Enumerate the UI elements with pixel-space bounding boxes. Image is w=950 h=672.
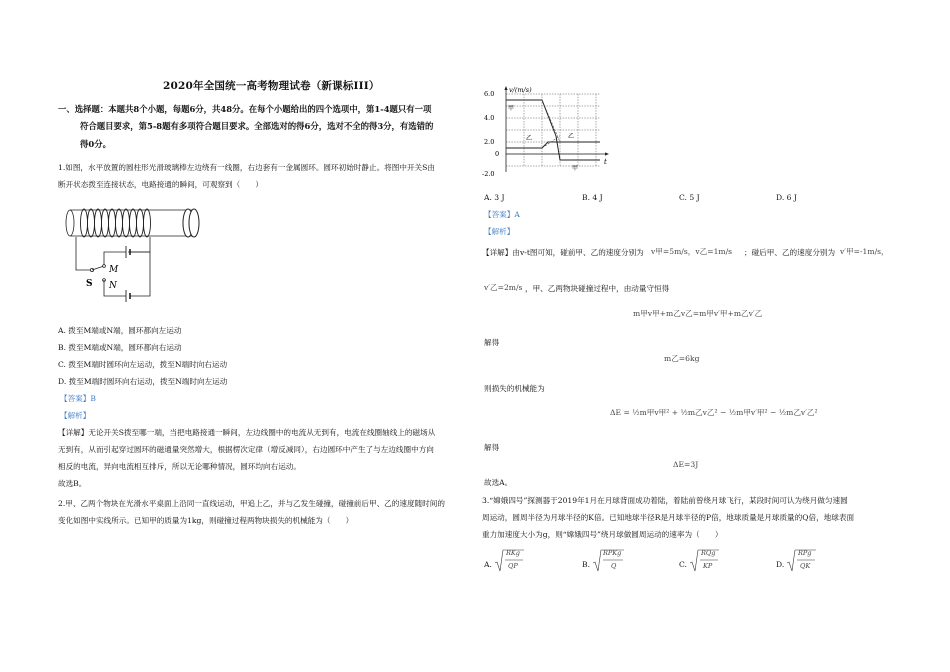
section-instructions-line3: 得0分。 (80, 139, 111, 149)
q2-analysis-heading: 【解析】 (484, 227, 515, 236)
q2-graph-ytick-4: 4.0 (484, 114, 495, 122)
q2-option-a: A. 3 J (484, 193, 505, 202)
q1-analysis-heading: 【解析】 (60, 411, 91, 420)
q3-option-c: C. RQg KP (679, 547, 769, 573)
q2-option-c: C. 5 J (679, 193, 700, 202)
q3-option-b: B. RPKg Q (582, 547, 672, 573)
q2-graph-ytick-0: 0 (495, 150, 500, 158)
q1-option-a: A. 拨至M端或N端，圆环都向左运动 (58, 326, 182, 335)
q2-stem-line1: 2.甲、乙两个物块在光滑水平桌面上沿同一直线运动，甲追上乙，并与乙发生碰撞，碰撞前后甲、乙的速度随时间的 (58, 499, 445, 508)
q2-detail-line1-eq2: v′甲=-1m/s， (840, 247, 889, 256)
q2-vt-graph (482, 84, 612, 176)
q3-stem-line1: 3.“嫦娥四号”探测器于2019年1月在月球背面成功着陆，着陆前曾绕月球飞行，某段时间可认为绕月做匀速圆 (482, 496, 848, 505)
q2-detail-line1-text: 【详解】由v-t图可知，碰前甲、乙的速度分别为 (482, 248, 644, 257)
section-instructions-line1: 一、选择题：本题共8个小题，每题6分，共48分。在每个小题给出的四个选项中，第1-4题只有一项 (58, 104, 432, 114)
q2-graph-ytick-2: 2.0 (484, 138, 495, 146)
q2-option-d: D. 6 J (776, 193, 797, 202)
q3-stem-line2: 周运动，圆周半径为月球半径的K倍。已知地球半径R是月球半径的P倍，地球质量是月球质量的Q倍，地球表面 (482, 513, 855, 522)
q2-detail-line2-text: ，甲、乙两物块碰撞过程中，由动量守恒得 (525, 284, 670, 293)
q1-answer: 【答案】B (60, 394, 96, 403)
q2-energy-intro: 则损失的机械能为 (484, 384, 545, 393)
q1-conclusion: 故选B。 (58, 479, 87, 488)
q1-option-b: B. 拨至M端或N端，圆环都向右运动 (58, 343, 182, 352)
q1-option-c: C. 拨至M端时圆环向左运动，拨至N端时向右运动 (58, 360, 228, 369)
q1-fig-label-s: S (86, 279, 93, 289)
q2-mass-result: m乙=6kg (664, 354, 700, 363)
q2-detail-line2-eq: v′乙=2m/s (484, 283, 523, 292)
q1-circuit-figure (60, 200, 210, 312)
q2-solve-label-2: 解得 (484, 443, 500, 452)
q2-option-b: B. 4 J (582, 193, 603, 202)
q1-detail-line2: 无到有，从而引起穿过圆环的磁通量突然增大，根据楞次定律（增反减同），右边圆环中产生了与左边线圈中方向 (58, 445, 434, 454)
q1-fig-label-m: M (109, 265, 119, 275)
q2-graph-label-yi-after: 乙 (568, 133, 575, 140)
q2-graph-ylabel: v/(m/s) (509, 86, 532, 94)
q2-solve-label-1: 解得 (484, 338, 500, 347)
q2-energy-result: ΔE=3J (673, 460, 699, 469)
q2-energy-equation: ΔE = ½m甲v甲² + ½m乙v乙² − ½m甲v′甲² − ½m乙v′乙² (610, 408, 818, 417)
page-title: 2020年全国统一高考物理试卷（新课标III） (163, 80, 380, 92)
q1-stem-line1: 1.如图，水平放置的圆柱形光滑玻璃棒左边绕有一线圈，右边套有一金属圆环。圆环初始时静止。将图中开关S由 (58, 163, 435, 172)
q3-option-a: A. RKg QP (484, 547, 574, 573)
q3-stem-line3: 重力加速度大小为g，则“嫦娥四号”绕月球做圆周运动的速率为（ ） (482, 530, 723, 539)
q1-detail-line3: 相反的电流，异向电流相互排斥，所以无论哪种情况，圆环均向右运动。 (58, 462, 301, 471)
q2-momentum-equation: m甲v甲+m乙v乙=m甲v′甲+m乙v′乙 (633, 309, 763, 318)
q1-fig-label-n: N (109, 281, 117, 291)
q2-detail-line1-eq1: v甲=5m/s，v乙=1m/s (651, 247, 733, 256)
q2-graph-label-jia-after: 甲 (572, 165, 579, 172)
q2-answer: 【答案】A (484, 210, 520, 219)
q1-detail-line1: 【详解】无论开关S拨至哪一端，当把电路接通一瞬间，左边线圈中的电流从无到有，电流在线圈轴线上的磁场从 (58, 428, 436, 437)
q2-graph-ytick-6: 6.0 (484, 90, 495, 98)
q2-graph-xlabel: t (604, 158, 607, 166)
q1-option-d: D. 拨至M端时圆环向右运动，拨至N端时向左运动 (58, 377, 228, 386)
q2-conclusion: 故选A。 (484, 478, 513, 487)
q3-option-d: D. RPg QK (776, 547, 866, 573)
q2-graph-ytick-neg2: -2.0 (482, 170, 495, 176)
q1-stem-line2: 断开状态拨至连接状态，电路接通的瞬间，可观察到（ ） (58, 180, 264, 189)
q2-detail-line1-text-b: ；碰后甲、乙的速度分别为 (744, 248, 836, 257)
q2-graph-label-jia: 甲 (508, 105, 515, 112)
q2-graph-label-yi: 乙 (526, 135, 533, 142)
section-instructions-line2: 符合题目要求，第5-8题有多项符合题目要求。全部选对的得6分，选对不全的得3分，有选错的 (80, 121, 434, 131)
q2-stem-line2: 变化如图中实线所示。已知甲的质量为1kg，则碰撞过程两物块损失的机械能为（ ） (58, 516, 354, 525)
